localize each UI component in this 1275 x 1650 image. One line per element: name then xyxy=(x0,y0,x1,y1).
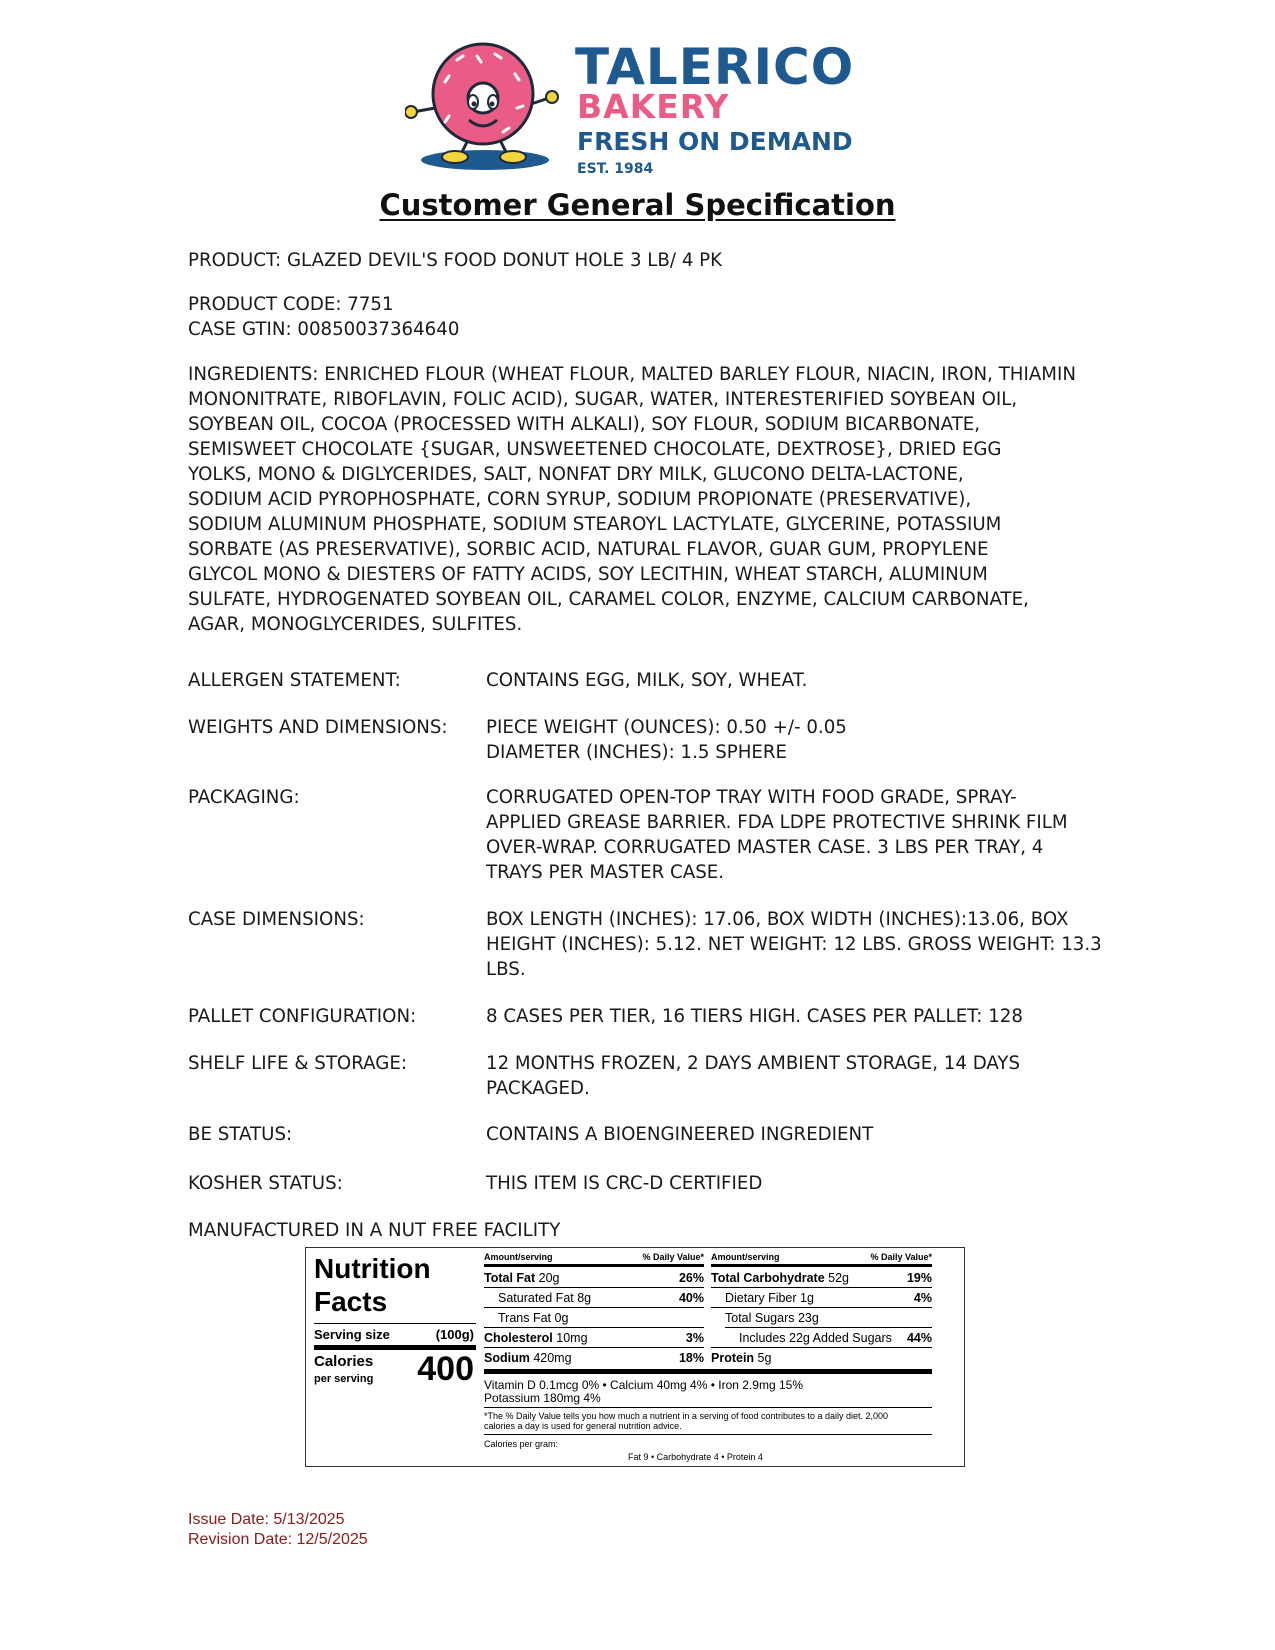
facility-statement: MANUFACTURED IN A NUT FREE FACILITY xyxy=(188,1220,561,1241)
serving-size-label: Serving size xyxy=(314,1327,390,1342)
nutrient-name: Total Sugars xyxy=(725,1311,795,1325)
issue-date: Issue Date: 5/13/2025 xyxy=(188,1511,345,1528)
nutrient-label xyxy=(498,1310,568,1326)
spec-label: CASE DIMENSIONS: xyxy=(188,909,365,930)
spec-value-line: TRAYS PER MASTER CASE. xyxy=(486,862,725,883)
divider xyxy=(484,1307,704,1308)
spec-value-line: 12 MONTHS FROZEN, 2 DAYS AMBIENT STORAGE, 14 DAYS xyxy=(486,1053,1021,1074)
nutrient-dv: 40% xyxy=(678,1291,704,1305)
divider xyxy=(314,1323,476,1324)
divider xyxy=(711,1307,932,1308)
brand-established: EST. 1984 xyxy=(577,161,654,177)
amount-serving-header: Amount/serving xyxy=(711,1252,780,1262)
divider xyxy=(484,1327,704,1328)
spec-label: BE STATUS: xyxy=(188,1124,293,1145)
spec-value-line: DIAMETER (INCHES): 1.5 SPHERE xyxy=(486,742,788,763)
nutrient-name: Dietary Fiber xyxy=(725,1291,797,1305)
ingredients-line: SEMISWEET CHOCOLATE {SUGAR, UNSWEETENED CHOCOLATE, DEXTROSE}, DRIED EGG xyxy=(188,439,1002,460)
spec-label: PALLET CONFIGURATION: xyxy=(188,1006,417,1027)
vitamins-line: Vitamin D 0.1mcg 0% • Calcium 40mg 4% • Iron 2.9mg 15% xyxy=(484,1378,803,1392)
nutrient-dv: 3% xyxy=(685,1331,704,1345)
spec-label: ALLERGEN STATEMENT: xyxy=(188,670,401,691)
product-code: PRODUCT CODE: 7751 xyxy=(188,294,394,315)
spec-label: KOSHER STATUS: xyxy=(188,1173,343,1194)
vitamins-line: Potassium 180mg 4% xyxy=(484,1391,601,1405)
spec-value-line: PACKAGED. xyxy=(486,1078,590,1099)
ingredients-line: MONONITRATE, RIBOFLAVIN, FOLIC ACID), SUGAR, WATER, INTERESTERIFIED SOYBEAN OIL, xyxy=(188,389,1018,410)
footnote: *The % Daily Value tells you how much a nutrient in a serving of food contributes to a daily diet. 2,000 xyxy=(484,1411,889,1421)
divider xyxy=(484,1347,704,1348)
spec-value-line: BOX LENGTH (INCHES): 17.06, BOX WIDTH (INCHES):13.06, BOX xyxy=(486,909,1069,930)
spec-value-line: HEIGHT (INCHES): 5.12. NET WEIGHT: 12 LBS. GROSS WEIGHT: 13.3 xyxy=(486,934,1102,955)
nutrient-name: Total Fat xyxy=(484,1271,536,1285)
nutrient-label xyxy=(484,1350,572,1366)
nutrient-name: Total Carbohydrate xyxy=(711,1271,825,1285)
nutrient-dv: 4% xyxy=(913,1291,932,1305)
spec-label: SHELF LIFE & STORAGE: xyxy=(188,1053,407,1074)
spec-value-line: CORRUGATED OPEN-TOP TRAY WITH FOOD GRADE, SPRAY- xyxy=(486,787,1017,808)
nutrient-label: Includes 22g Added Sugars xyxy=(739,1331,892,1345)
nutrient-dv: 26% xyxy=(678,1271,704,1285)
donut-mascot-icon xyxy=(405,36,575,178)
calories-label: Calories xyxy=(314,1353,374,1370)
divider-thick xyxy=(484,1369,932,1374)
nutrient-label xyxy=(725,1290,814,1306)
spec-value-line: THIS ITEM IS CRC-D CERTIFIED xyxy=(486,1173,763,1194)
ingredients-line: AGAR, MONOGLYCERIDES, SULFITES. xyxy=(188,614,523,635)
spec-value xyxy=(486,1004,1023,1029)
ingredients-line: YOLKS, MONO & DIGLYCERIDES, SALT, NONFAT DRY MILK, GLUCONO DELTA-LACTONE, xyxy=(188,464,964,485)
nutrient-amount: 10mg xyxy=(556,1331,588,1345)
spec-value-line: CONTAINS EGG, MILK, SOY, WHEAT. xyxy=(486,670,808,691)
ingredients-line: SODIUM ACID PYROPHOSPHATE, CORN SYRUP, SODIUM PROPIONATE (PRESERVATIVE), xyxy=(188,489,972,510)
spec-value xyxy=(486,1171,762,1196)
nutrition-title-line: Nutrition xyxy=(314,1253,431,1284)
nutrient-dv: 19% xyxy=(906,1271,932,1285)
revision-date: Revision Date: 12/5/2025 xyxy=(188,1531,368,1548)
spec-value-line: 8 CASES PER TIER, 16 TIERS HIGH. CASES PER PALLET: 128 xyxy=(486,1006,1023,1027)
product-name: PRODUCT: GLAZED DEVIL'S FOOD DONUT HOLE 3 LB/ 4 PK xyxy=(188,250,723,271)
nutrient-label xyxy=(498,1290,591,1306)
spec-value xyxy=(486,715,847,765)
divider xyxy=(725,1327,932,1328)
nutrient-name: Cholesterol xyxy=(484,1331,553,1345)
divider xyxy=(484,1407,932,1408)
nutrient-name: Saturated Fat xyxy=(498,1291,574,1305)
brand-name: TALERICO xyxy=(575,38,855,96)
ingredients-line: INGREDIENTS: ENRICHED FLOUR (WHEAT FLOUR, MALTED BARLEY FLOUR, NIACIN, IRON, THIAMIN xyxy=(188,364,1076,385)
divider xyxy=(484,1287,704,1288)
nutrition-title xyxy=(314,1252,431,1318)
spec-value xyxy=(486,907,1102,982)
talerico-logo xyxy=(405,36,865,178)
nutrient-name: Trans Fat xyxy=(498,1311,552,1325)
nutrient-amount: 1g xyxy=(800,1291,814,1305)
amount-serving-header: Amount/serving xyxy=(484,1252,553,1262)
nutrient-amount: 8g xyxy=(577,1291,592,1305)
calories-per-gram-label: Calories per gram: xyxy=(484,1439,559,1449)
serving-size-value: (100g) xyxy=(435,1327,474,1342)
spec-value-line: LBS. xyxy=(486,959,526,980)
divider xyxy=(711,1287,932,1288)
page-title: Customer General Specification xyxy=(379,188,896,222)
nutrient-dv: 18% xyxy=(678,1351,704,1365)
spec-value xyxy=(486,785,1068,885)
spec-value-line: PIECE WEIGHT (OUNCES): 0.50 +/- 0.05 xyxy=(486,717,847,738)
per-serving-label: per serving xyxy=(314,1373,374,1385)
spec-value xyxy=(486,1122,873,1147)
ingredients-line: SODIUM ALUMINUM PHOSPHATE, SODIUM STEAROYL LACTYLATE, GLYCERINE, POTASSIUM xyxy=(188,514,1002,535)
ingredients-block xyxy=(188,362,1088,637)
nutrient-label xyxy=(484,1270,560,1286)
spec-value xyxy=(486,668,807,693)
divider xyxy=(711,1347,932,1348)
ingredients-line: SOYBEAN OIL, COCOA (PROCESSED WITH ALKALI), SOY FLOUR, SODIUM BICARBONATE, xyxy=(188,414,980,435)
brand-subtitle: BAKERY xyxy=(577,87,730,126)
nutrition-title-line: Facts xyxy=(314,1286,388,1317)
nutrient-dv: 44% xyxy=(906,1331,932,1345)
case-gtin: CASE GTIN: 00850037364640 xyxy=(188,319,460,340)
ingredients-line: SULFATE, HYDROGENATED SOYBEAN OIL, CARAMEL COLOR, ENZYME, CALCIUM CARBONATE, xyxy=(188,589,1029,610)
nutrient-amount: 20g xyxy=(538,1271,560,1285)
brand-tagline: FRESH ON DEMAND xyxy=(577,127,853,156)
spec-value-line: CONTAINS A BIOENGINEERED INGREDIENT xyxy=(486,1124,874,1145)
nutrient-amount: 5g xyxy=(757,1351,772,1365)
divider-thick xyxy=(711,1264,932,1267)
nutrient-amount: 52g xyxy=(828,1271,850,1285)
divider xyxy=(484,1434,932,1435)
nutrient-label xyxy=(725,1310,819,1326)
nutrient-amount: 0g xyxy=(554,1311,569,1325)
spec-value-line: OVER-WRAP. CORRUGATED MASTER CASE. 3 LBS PER TRAY, 4 xyxy=(486,837,1044,858)
ingredients-line: GLYCOL MONO & DIESTERS OF FATTY ACIDS, SOY LECITHIN, WHEAT STARCH, ALUMINUM xyxy=(188,564,988,585)
nutrient-name: Sodium xyxy=(484,1351,530,1365)
ingredients-line: SORBATE (AS PRESERVATIVE), SORBIC ACID, NATURAL FLAVOR, GUAR GUM, PROPYLENE xyxy=(188,539,989,560)
nutrient-label xyxy=(484,1330,588,1346)
nutrient-label xyxy=(711,1270,849,1286)
spec-label: WEIGHTS AND DIMENSIONS: xyxy=(188,717,448,738)
daily-value-header: % Daily Value* xyxy=(870,1252,932,1262)
nutrient-amount: 23g xyxy=(797,1311,819,1325)
spec-label: PACKAGING: xyxy=(188,787,300,808)
footnote: calories a day is used for general nutrition advice. xyxy=(484,1421,682,1431)
calories-value: 400 xyxy=(417,1350,474,1388)
daily-value-header: % Daily Value* xyxy=(642,1252,704,1262)
spec-value xyxy=(486,1051,1020,1101)
spec-value-line: APPLIED GREASE BARRIER. FDA LDPE PROTECTIVE SHRINK FILM xyxy=(486,812,1068,833)
nutrition-facts-panel xyxy=(305,1247,965,1467)
calories-per-gram-values: Fat 9 • Carbohydrate 4 • Protein 4 xyxy=(628,1452,763,1462)
divider-thick xyxy=(484,1264,704,1267)
nutrient-amount: 420mg xyxy=(533,1351,572,1365)
nutrient-label xyxy=(711,1350,771,1366)
nutrient-name: Protein xyxy=(711,1351,755,1365)
